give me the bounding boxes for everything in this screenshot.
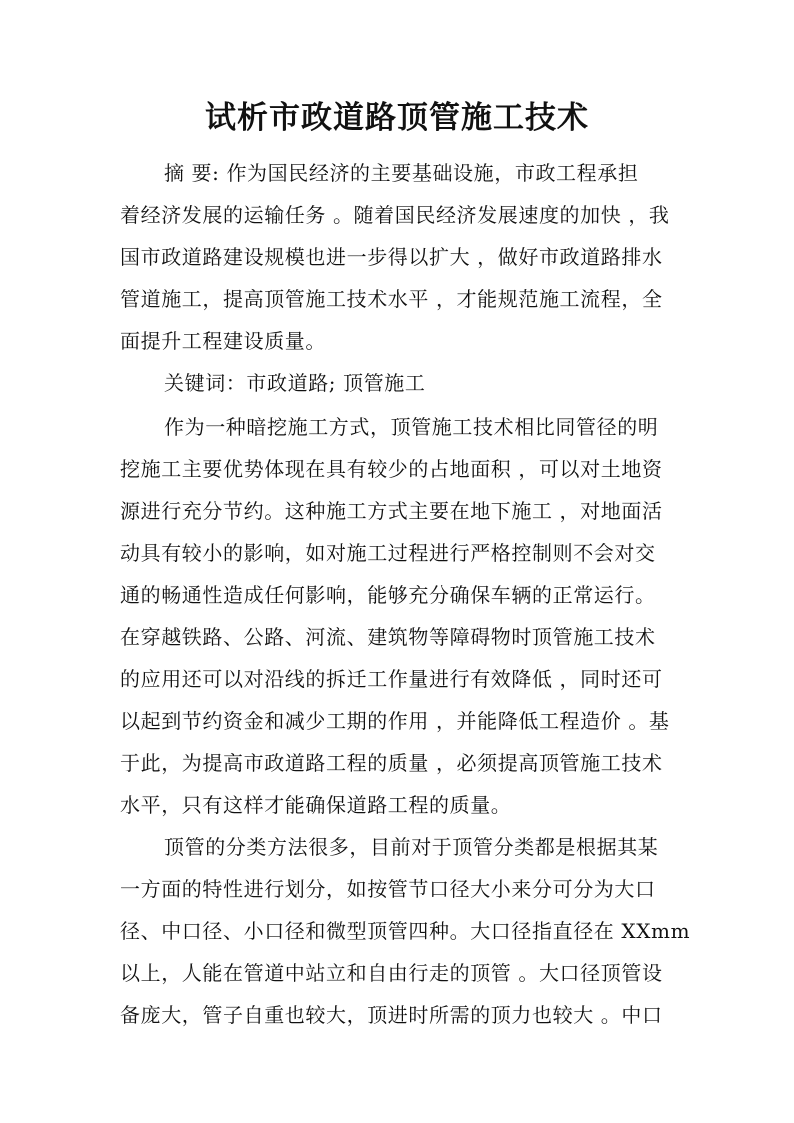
abstract-line: 管道施工，提高顶管施工技术水平 ，才能规范施工流程，全 — [120, 287, 663, 311]
abstract-line: 面提升工程建设质量。 — [120, 329, 326, 353]
paragraph-line: 一方面的特性进行划分，如按管节口径大小来分可分为大口 — [120, 877, 656, 901]
paragraph-line: 在穿越铁路、公路、河流、建筑物等障碍物时顶管施工技术 — [120, 625, 656, 649]
paragraph-line: 作为一种暗挖施工方式，顶管施工技术相比同管径的明 — [164, 415, 659, 439]
paragraph-line: 备庞大，管子自重也较大，顶进时所需的顶力也较大 。中口 — [120, 1003, 663, 1027]
abstract-line: 摘 要: 作为国民经济的主要基础设施，市政工程承担 — [164, 161, 639, 185]
paragraph-line: 径、中口径、小口径和微型顶管四种。大口径指直径在 XXmm — [120, 919, 691, 943]
paragraph-line: 动具有较小的影响，如对施工过程进行严格控制则不会对交 — [120, 541, 656, 565]
paragraph-line: 通的畅通性造成任何影响，能够充分确保车辆的正常运行。 — [120, 583, 656, 607]
paragraph-line: 水平，只有这样才能确保道路工程的质量。 — [120, 793, 512, 817]
document-title: 试析市政道路顶管施工技术 — [205, 100, 589, 136]
paragraph-line: 以上，人能在管道中站立和自由行走的顶管 。大口径顶管设 — [120, 961, 663, 985]
abstract-line: 着经济发展的运输任务 。随着国民经济发展速度的加快 ，我 — [120, 203, 670, 227]
paragraph-line: 顶管的分类方法很多，目前对于顶管分类都是根据其某 — [164, 835, 659, 859]
keywords-line: 关键词：市政道路; 顶管施工 — [164, 371, 426, 395]
paragraph-line: 挖施工主要优势体现在具有较少的占地面积 ，可以对土地资 — [120, 457, 663, 481]
paragraph-line: 以起到节约资金和减少工期的作用 ，并能降低工程造价 。基 — [120, 709, 670, 733]
paragraph-line: 于此，为提高市政道路工程的质量 ，必须提高顶管施工技术 — [120, 751, 663, 775]
paragraph-line: 源进行充分节约。这种施工方式主要在地下施工 ，对地面活 — [120, 499, 663, 523]
paragraph-line: 的应用还可以对沿线的拆迁工作量进行有效降低 ，同时还可 — [120, 667, 663, 691]
abstract-line: 国市政道路建设规模也进一步得以扩大 ，做好市政道路排水 — [120, 245, 663, 269]
